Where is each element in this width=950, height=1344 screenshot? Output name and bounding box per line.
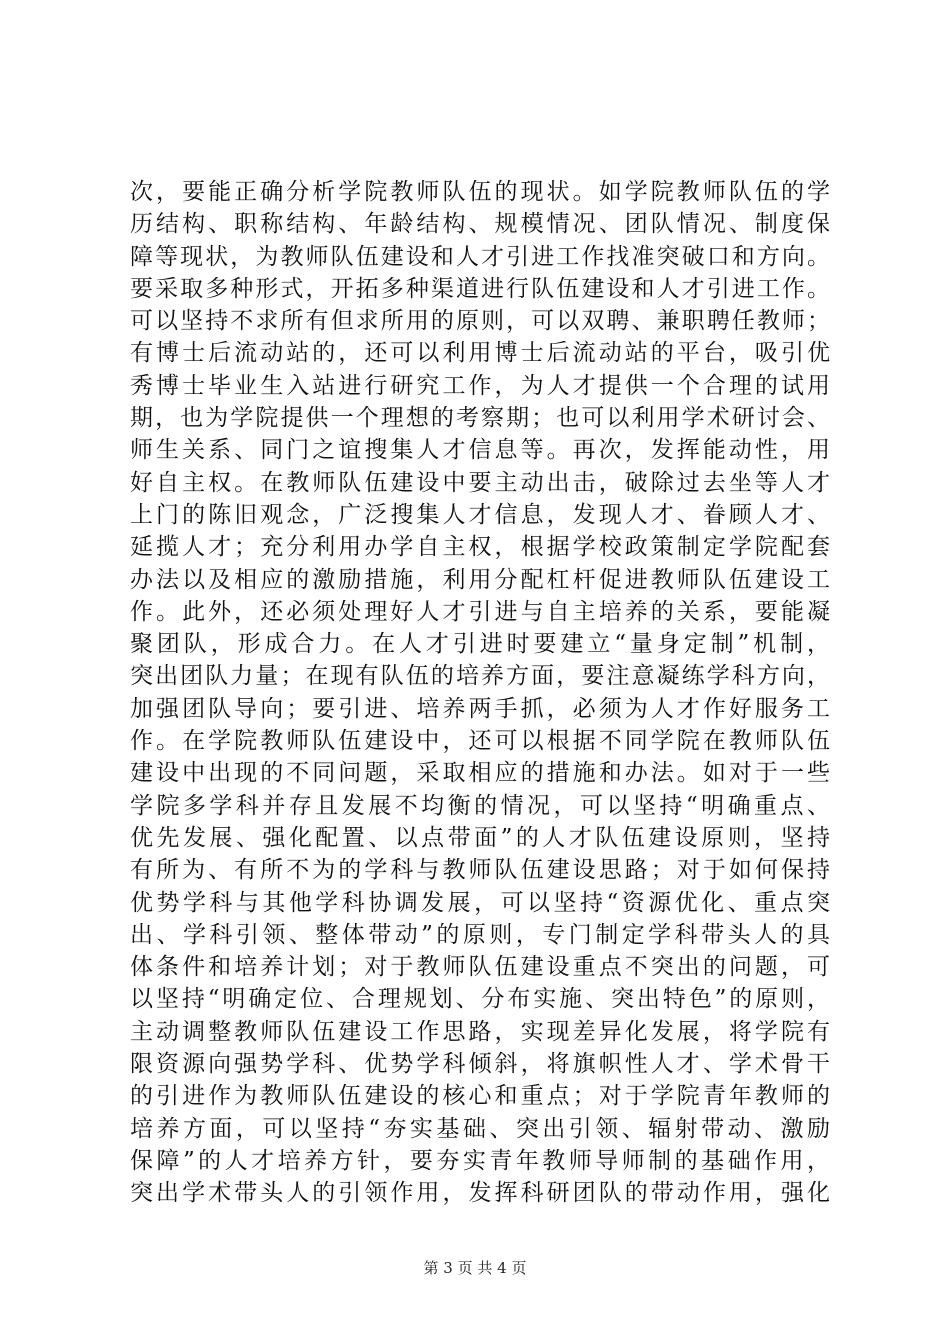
text-line: 限资源向强势学科、优势学科倾斜，将旗帜性人才、学术骨干 (130, 1051, 830, 1078)
text-line: 优势学科与其他学科协调发展，可以坚持“资源优化、重点突 (130, 889, 830, 916)
body-text (130, 176, 830, 1210)
text-line: 出、学科引领、整体带动”的原则，专门制定学科带头人的具 (130, 921, 830, 948)
text-line: 聚团队，形成合力。在人才引进时要建立“量身定制”机制， (130, 631, 830, 658)
text-line: 培养方面，可以坚持“夯实基础、突出引领、辐射带动、激励 (130, 1115, 830, 1142)
text-line: 有所为、有所不为的学科与教师队伍建设思路；对于如何保持 (130, 857, 830, 884)
text-line: 主动调整教师队伍建设工作思路，实现差异化发展，将学院有 (130, 1018, 830, 1045)
text-line: 好自主权。在教师队伍建设中要主动出击，破除过去坐等人才 (130, 469, 830, 496)
text-line: 要采取多种形式，开拓多种渠道进行队伍建设和人才引进工作。 (130, 275, 830, 302)
text-line: 次，要能正确分析学院教师队伍的现状。如学院教师队伍的学 (130, 179, 830, 205)
text-line: 障等现状，为教师队伍建设和人才引进工作找准突破口和方向。 (130, 243, 830, 270)
text-line: 历结构、职称结构、年龄结构、规模情况、团队情况、制度保 (130, 211, 830, 238)
text-line: 以坚持“明确定位、合理规划、分布实施、突出特色”的原则， (130, 986, 830, 1013)
text-line: 优先发展、强化配置、以点带面”的人才队伍建设原则，坚持 (130, 824, 830, 851)
text-line: 办法以及相应的激励措施，利用分配杠杆促进教师队伍建设工 (130, 566, 830, 593)
text-line: 突出学术带头人的引领作用，发挥科研团队的带动作用，强化 (130, 1180, 830, 1207)
text-line: 保障”的人才培养方针，要夯实青年教师导师制的基础作用， (130, 1147, 830, 1174)
text-line: 师生关系、同门之谊搜集人才信息等。再次，发挥能动性，用 (130, 437, 830, 464)
text-line: 加强团队导向；要引进、培养两手抓，必须为人才作好服务工 (130, 695, 830, 722)
text-line: 上门的陈旧观念，广泛搜集人才信息，发现人才、眷顾人才、 (130, 501, 830, 528)
text-line: 延揽人才；充分利用办学自主权，根据学校政策制定学院配套 (130, 534, 830, 561)
text-line: 有博士后流动站的，还可以利用博士后流动站的平台，吸引优 (130, 340, 830, 367)
text-line: 建设中出现的不同问题，采取相应的措施和办法。如对于一些 (130, 760, 830, 787)
text-line: 学院多学科并存且发展不均衡的情况，可以坚持“明确重点、 (130, 792, 830, 819)
text-line: 作。在学院教师队伍建设中，还可以根据不同学院在教师队伍 (130, 728, 830, 755)
text-line: 体条件和培养计划；对于教师队伍建设重点不突出的问题，可 (130, 954, 830, 981)
page-number-footer: 第 3 页 共 4 页 (423, 1259, 527, 1277)
text-line: 秀博士毕业生入站进行研究工作，为人才提供一个合理的试用 (130, 372, 830, 399)
text-line: 的引进作为教师队伍建设的核心和重点；对于学院青年教师的 (130, 1083, 830, 1110)
text-line: 作。此外，还必须处理好人才引进与自主培养的关系，要能凝 (130, 598, 830, 625)
text-line: 可以坚持不求所有但求所用的原则，可以双聘、兼职聘任教师； (130, 308, 830, 335)
text-line: 期，也为学院提供一个理想的考察期；也可以利用学术研讨会、 (130, 405, 830, 432)
text-line: 突出团队力量；在现有队伍的培养方面，要注意凝练学科方向， (130, 663, 830, 690)
